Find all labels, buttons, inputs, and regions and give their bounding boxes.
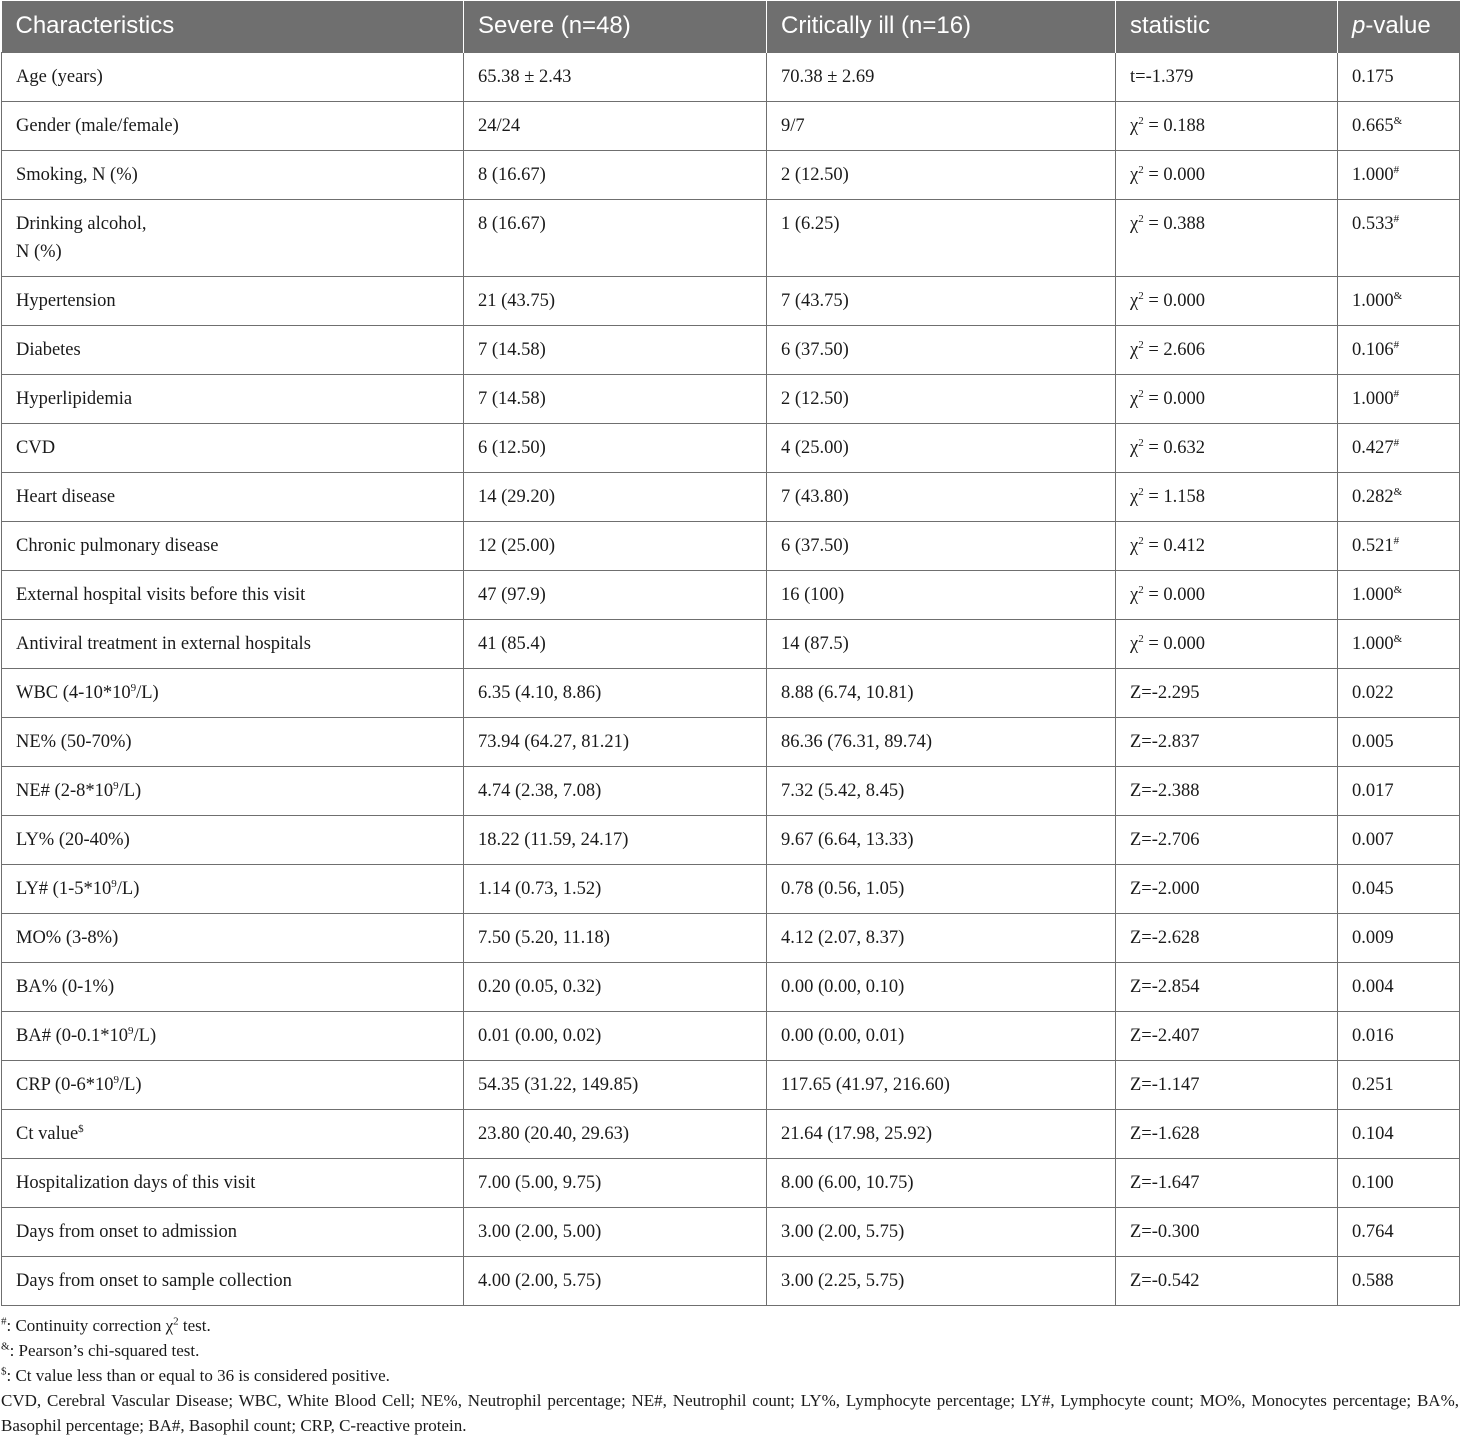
characteristic-label: Chronic pulmonary disease: [16, 535, 219, 556]
cell-characteristic: [2, 1256, 464, 1305]
cell-statistic: [1116, 962, 1338, 1011]
table-body: [2, 52, 1460, 1305]
characteristic-label: CVD: [16, 437, 56, 458]
cell-statistic: [1116, 864, 1338, 913]
footnote-text: : Pearson’s chi-squared test.: [9, 1340, 200, 1360]
characteristic-label: LY# (1-5*10: [16, 878, 112, 899]
statistic-value: Z=-2.854: [1130, 976, 1200, 997]
characteristic-label-tail: /L): [116, 878, 140, 899]
p-value: 0.007: [1352, 829, 1394, 850]
cell-characteristic: [2, 1011, 464, 1060]
characteristic-label: Days from onset to sample collection: [16, 1270, 292, 1291]
header-characteristics: Characteristics: [2, 1, 464, 52]
p-value: 1.000: [1352, 388, 1394, 409]
cell-critically-ill: 70.38 ± 2.69: [767, 52, 1116, 101]
p-value-sup: #: [1393, 163, 1400, 176]
cell-characteristic: [2, 766, 464, 815]
cell-p-value: [1338, 815, 1460, 864]
cell-characteristic: [2, 717, 464, 766]
cell-critically-ill: 7 (43.75): [767, 276, 1116, 325]
statistic-symbol: χ: [1130, 115, 1139, 136]
statistic-value: = 0.000: [1143, 164, 1206, 185]
table-container: [1, 1, 1459, 1438]
cell-severe: 0.20 (0.05, 0.32): [464, 962, 767, 1011]
table-row: [2, 619, 1460, 668]
statistic-value: Z=-0.542: [1130, 1270, 1200, 1291]
cell-characteristic: [2, 521, 464, 570]
statistic-value: = 0.000: [1143, 584, 1206, 605]
statistic-value: Z=-2.407: [1130, 1025, 1200, 1046]
cell-p-value: [1338, 619, 1460, 668]
characteristic-label: Drinking alcohol, N (%): [16, 213, 147, 262]
statistic-value: Z=-2.628: [1130, 927, 1200, 948]
cell-critically-ill: 7.32 (5.42, 8.45): [767, 766, 1116, 815]
footnote-list: [1, 1313, 1459, 1388]
cell-p-value: [1338, 1158, 1460, 1207]
footnote-mark: $: [1, 1364, 7, 1377]
characteristic-label: NE% (50-70%): [16, 731, 132, 752]
cell-p-value: [1338, 52, 1460, 101]
cell-characteristic: [2, 472, 464, 521]
p-value: 1.000: [1352, 633, 1394, 654]
statistic-symbol: χ: [1130, 339, 1139, 360]
cell-critically-ill: 8.88 (6.74, 10.81): [767, 668, 1116, 717]
cell-statistic: [1116, 1256, 1338, 1305]
characteristic-label: Hospitalization days of this visit: [16, 1172, 256, 1193]
cell-critically-ill: 8.00 (6.00, 10.75): [767, 1158, 1116, 1207]
statistic-symbol: χ: [1130, 535, 1139, 556]
table-row: [2, 1109, 1460, 1158]
p-value: 1.000: [1352, 290, 1394, 311]
p-value: 0.005: [1352, 731, 1394, 752]
statistic-symbol: χ: [1130, 388, 1139, 409]
cell-statistic: [1116, 101, 1338, 150]
characteristic-label: LY% (20-40%): [16, 829, 130, 850]
p-value: 0.427: [1352, 437, 1394, 458]
cell-characteristic: [2, 276, 464, 325]
characteristic-label: BA# (0-0.1*10: [16, 1025, 129, 1046]
table-row: [2, 472, 1460, 521]
cell-statistic: [1116, 570, 1338, 619]
cell-statistic: [1116, 619, 1338, 668]
cell-statistic: [1116, 325, 1338, 374]
header-p-value: [1338, 1, 1460, 52]
cell-severe: 21 (43.75): [464, 276, 767, 325]
footnote: [1, 1338, 1459, 1363]
cell-severe: 54.35 (31.22, 149.85): [464, 1060, 767, 1109]
cell-statistic: [1116, 199, 1338, 276]
table-row: [2, 1256, 1460, 1305]
cell-p-value: [1338, 1256, 1460, 1305]
cell-critically-ill: 6 (37.50): [767, 521, 1116, 570]
cell-severe: 65.38 ± 2.43: [464, 52, 767, 101]
cell-severe: 6 (12.50): [464, 423, 767, 472]
header-critically-ill: Critically ill (n=16): [767, 1, 1116, 52]
characteristic-sup: 9: [128, 1024, 134, 1037]
statistic-value: Z=-1.647: [1130, 1172, 1200, 1193]
cell-critically-ill: 0.00 (0.00, 0.10): [767, 962, 1116, 1011]
cell-characteristic: [2, 423, 464, 472]
cell-critically-ill: 7 (43.80): [767, 472, 1116, 521]
cell-statistic: [1116, 276, 1338, 325]
table-row: [2, 1011, 1460, 1060]
table-row: [2, 668, 1460, 717]
statistic-symbol: χ: [1130, 290, 1139, 311]
cell-severe: 12 (25.00): [464, 521, 767, 570]
p-value-sup: &: [1393, 485, 1403, 498]
cell-characteristic: [2, 1109, 464, 1158]
cell-statistic: [1116, 668, 1338, 717]
cell-statistic: [1116, 1060, 1338, 1109]
p-value: 0.016: [1352, 1025, 1394, 1046]
footnote-text: : Continuity correction χ: [6, 1315, 174, 1335]
statistic-sup: 2: [1138, 387, 1144, 400]
characteristic-label: Ct value: [16, 1123, 79, 1144]
characteristic-sup: 9: [130, 681, 137, 694]
cell-statistic: [1116, 52, 1338, 101]
p-value-sup: &: [1393, 289, 1403, 302]
cell-p-value: [1338, 668, 1460, 717]
cell-characteristic: [2, 1060, 464, 1109]
statistic-value: = 0.632: [1143, 437, 1206, 458]
footnotes: [1, 1313, 1459, 1438]
statistic-value: = 0.000: [1143, 633, 1206, 654]
cell-characteristic: [2, 962, 464, 1011]
cell-statistic: [1116, 1158, 1338, 1207]
p-value: 0.104: [1352, 1123, 1394, 1144]
p-value-sup: #: [1393, 436, 1400, 449]
cell-severe: 7.00 (5.00, 9.75): [464, 1158, 767, 1207]
statistic-sup: 2: [1138, 163, 1144, 176]
statistic-value: = 0.412: [1143, 535, 1206, 556]
header-row: [2, 1, 1460, 52]
table-row: [2, 864, 1460, 913]
cell-severe: 4.00 (2.00, 5.75): [464, 1256, 767, 1305]
cell-severe: 7 (14.58): [464, 325, 767, 374]
table-row: [2, 521, 1460, 570]
statistic-value: Z=-2.388: [1130, 780, 1200, 801]
characteristic-label: Diabetes: [16, 339, 81, 360]
cell-critically-ill: 3.00 (2.00, 5.75): [767, 1207, 1116, 1256]
cell-statistic: [1116, 1011, 1338, 1060]
cell-characteristic: [2, 325, 464, 374]
cell-severe: 24/24: [464, 101, 767, 150]
cell-critically-ill: 117.65 (41.97, 216.60): [767, 1060, 1116, 1109]
table-row: [2, 962, 1460, 1011]
p-value-sup: &: [1393, 632, 1403, 645]
cell-statistic: [1116, 913, 1338, 962]
table-row: [2, 150, 1460, 199]
table-row: [2, 913, 1460, 962]
cell-characteristic: [2, 101, 464, 150]
statistic-symbol: χ: [1130, 164, 1139, 185]
cell-p-value: [1338, 1207, 1460, 1256]
cell-p-value: [1338, 864, 1460, 913]
cell-severe: 3.00 (2.00, 5.00): [464, 1207, 767, 1256]
cell-severe: 73.94 (64.27, 81.21): [464, 717, 767, 766]
cell-statistic: [1116, 150, 1338, 199]
p-value: 0.100: [1352, 1172, 1394, 1193]
p-value: 1.000: [1352, 584, 1394, 605]
table-row: [2, 815, 1460, 864]
characteristic-label: Heart disease: [16, 486, 116, 507]
p-value-sup: #: [1393, 212, 1400, 225]
footnote-mark: &: [1, 1339, 10, 1352]
characteristic-label-tail: /L): [118, 1074, 142, 1095]
statistic-sup: 2: [1138, 289, 1144, 302]
cell-critically-ill: 16 (100): [767, 570, 1116, 619]
cell-statistic: [1116, 1207, 1338, 1256]
statistic-value: Z=-2.706: [1130, 829, 1200, 850]
statistic-sup: 2: [1138, 338, 1144, 351]
characteristic-label: Gender (male/female): [16, 115, 179, 136]
characteristic-label: Hyperlipidemia: [16, 388, 133, 409]
cell-severe: 8 (16.67): [464, 150, 767, 199]
p-value: 0.665: [1352, 115, 1394, 136]
statistic-sup: 2: [1138, 583, 1144, 596]
cell-p-value: [1338, 1060, 1460, 1109]
cell-critically-ill: 6 (37.50): [767, 325, 1116, 374]
footnote: [1, 1313, 1459, 1338]
p-value: 0.017: [1352, 780, 1394, 801]
statistic-sup: 2: [1138, 212, 1144, 225]
p-value-sup: #: [1393, 387, 1400, 400]
statistic-value: = 0.388: [1143, 213, 1206, 234]
statistic-sup: 2: [1138, 632, 1144, 645]
cell-statistic: [1116, 423, 1338, 472]
characteristic-sup: $: [78, 1122, 84, 1135]
cell-critically-ill: 4 (25.00): [767, 423, 1116, 472]
p-value: 0.521: [1352, 535, 1394, 556]
header-severe: Severe (n=48): [464, 1, 767, 52]
cell-severe: 1.14 (0.73, 1.52): [464, 864, 767, 913]
cell-p-value: [1338, 913, 1460, 962]
characteristic-label: MO% (3-8%): [16, 927, 119, 948]
p-value: 0.004: [1352, 976, 1394, 997]
cell-critically-ill: 0.78 (0.56, 1.05): [767, 864, 1116, 913]
cell-statistic: [1116, 521, 1338, 570]
cell-p-value: [1338, 423, 1460, 472]
cell-severe: 0.01 (0.00, 0.02): [464, 1011, 767, 1060]
statistic-sup: 2: [1138, 485, 1144, 498]
cell-p-value: [1338, 150, 1460, 199]
statistic-sup: 2: [1138, 436, 1144, 449]
cell-characteristic: [2, 52, 464, 101]
cell-statistic: [1116, 374, 1338, 423]
table-row: [2, 276, 1460, 325]
table-row: [2, 325, 1460, 374]
characteristic-label-tail: /L): [118, 780, 142, 801]
header-statistic: statistic: [1116, 1, 1338, 52]
statistic-symbol: χ: [1130, 633, 1139, 654]
characteristic-sup: 9: [113, 1073, 119, 1086]
statistic-symbol: χ: [1130, 437, 1139, 458]
footnote-sup: 2: [173, 1314, 179, 1327]
characteristic-label: Antiviral treatment in external hospitals: [16, 633, 311, 654]
cell-characteristic: [2, 1207, 464, 1256]
statistic-value: t=-1.379: [1130, 66, 1194, 87]
table-row: [2, 1158, 1460, 1207]
cell-characteristic: [2, 815, 464, 864]
cell-critically-ill: 0.00 (0.00, 0.01): [767, 1011, 1116, 1060]
cell-critically-ill: 21.64 (17.98, 25.92): [767, 1109, 1116, 1158]
cell-characteristic: [2, 374, 464, 423]
cell-critically-ill: 86.36 (76.31, 89.74): [767, 717, 1116, 766]
cell-severe: 47 (97.9): [464, 570, 767, 619]
characteristic-label: CRP (0-6*10: [16, 1074, 114, 1095]
table-row: [2, 1207, 1460, 1256]
table-row: [2, 570, 1460, 619]
characteristic-sup: 9: [113, 779, 119, 792]
p-value: 0.588: [1352, 1270, 1394, 1291]
cell-characteristic: [2, 864, 464, 913]
characteristic-sup: 9: [111, 877, 117, 890]
statistic-value: = 1.158: [1143, 486, 1206, 507]
statistic-value: = 0.000: [1143, 290, 1206, 311]
characteristic-label: Smoking, N (%): [16, 164, 138, 185]
cell-p-value: [1338, 766, 1460, 815]
p-value-sup: &: [1393, 583, 1403, 596]
cell-critically-ill: 2 (12.50): [767, 150, 1116, 199]
cell-p-value: [1338, 276, 1460, 325]
header-p-italic: p: [1352, 12, 1366, 40]
cell-p-value: [1338, 199, 1460, 276]
statistic-value: = 0.000: [1143, 388, 1206, 409]
p-value: 1.000: [1352, 164, 1394, 185]
cell-severe: 8 (16.67): [464, 199, 767, 276]
statistic-symbol: χ: [1130, 486, 1139, 507]
cell-characteristic: [2, 150, 464, 199]
characteristic-label: Age (years): [16, 66, 103, 87]
characteristic-label-tail: /L): [136, 682, 159, 703]
table-row: [2, 717, 1460, 766]
p-value: 0.009: [1352, 927, 1394, 948]
cell-characteristic: [2, 668, 464, 717]
p-value: 0.533: [1352, 213, 1394, 234]
footnote: [1, 1363, 1459, 1388]
statistic-value: Z=-2.295: [1130, 682, 1200, 703]
p-value: 0.764: [1352, 1221, 1394, 1242]
p-value: 0.175: [1352, 66, 1394, 87]
cell-characteristic: [2, 199, 464, 276]
table-row: [2, 1060, 1460, 1109]
cell-critically-ill: 4.12 (2.07, 8.37): [767, 913, 1116, 962]
table-row: [2, 101, 1460, 150]
characteristic-label: BA% (0-1%): [16, 976, 115, 997]
cell-severe: 4.74 (2.38, 7.08): [464, 766, 767, 815]
cell-critically-ill: 14 (87.5): [767, 619, 1116, 668]
p-value: 0.022: [1352, 682, 1394, 703]
table-row: [2, 374, 1460, 423]
cell-p-value: [1338, 717, 1460, 766]
cell-statistic: [1116, 766, 1338, 815]
characteristic-label: Days from onset to admission: [16, 1221, 237, 1242]
cell-statistic: [1116, 717, 1338, 766]
cell-critically-ill: 3.00 (2.25, 5.75): [767, 1256, 1116, 1305]
characteristic-label: WBC (4-10*10: [16, 682, 131, 703]
statistic-value: = 2.606: [1143, 339, 1206, 360]
statistic-symbol: χ: [1130, 584, 1139, 605]
statistic-value: Z=-1.628: [1130, 1123, 1200, 1144]
statistic-value: Z=-1.147: [1130, 1074, 1200, 1095]
cell-severe: 41 (85.4): [464, 619, 767, 668]
cell-statistic: [1116, 1109, 1338, 1158]
footnote-text: : Ct value less than or equal to 36 is considered positive.: [6, 1365, 390, 1385]
cell-p-value: [1338, 962, 1460, 1011]
cell-severe: 6.35 (4.10, 8.86): [464, 668, 767, 717]
statistic-value: Z=-2.000: [1130, 878, 1200, 899]
cell-p-value: [1338, 1109, 1460, 1158]
cell-critically-ill: 2 (12.50): [767, 374, 1116, 423]
statistic-value: Z=-2.837: [1130, 731, 1200, 752]
cell-p-value: [1338, 101, 1460, 150]
cell-p-value: [1338, 374, 1460, 423]
p-value: 0.282: [1352, 486, 1394, 507]
cell-characteristic: [2, 1158, 464, 1207]
statistic-sup: 2: [1138, 114, 1144, 127]
table-row: [2, 52, 1460, 101]
header-p-rest: -value: [1365, 12, 1431, 40]
cell-p-value: [1338, 472, 1460, 521]
p-value: 0.106: [1352, 339, 1394, 360]
characteristic-label-tail: /L): [133, 1025, 157, 1046]
table-row: [2, 766, 1460, 815]
cell-characteristic: [2, 913, 464, 962]
characteristic-label: Hypertension: [16, 290, 116, 311]
characteristic-label: External hospital visits before this visit: [16, 584, 306, 605]
cell-p-value: [1338, 570, 1460, 619]
p-value: 0.045: [1352, 878, 1394, 899]
p-value-sup: &: [1393, 114, 1403, 127]
characteristic-label: NE# (2-8*10: [16, 780, 114, 801]
footnote-mark: #: [1, 1314, 7, 1327]
cell-p-value: [1338, 521, 1460, 570]
cell-characteristic: [2, 619, 464, 668]
p-value-sup: #: [1393, 338, 1400, 351]
cell-critically-ill: 9.67 (6.64, 13.33): [767, 815, 1116, 864]
cell-p-value: [1338, 325, 1460, 374]
table-row: [2, 423, 1460, 472]
cell-severe: 18.22 (11.59, 24.17): [464, 815, 767, 864]
cell-statistic: [1116, 472, 1338, 521]
statistic-sup: 2: [1138, 534, 1144, 547]
cell-critically-ill: 1 (6.25): [767, 199, 1116, 276]
cell-statistic: [1116, 815, 1338, 864]
cell-severe: 7.50 (5.20, 11.18): [464, 913, 767, 962]
footnote-text-tail: test.: [178, 1315, 211, 1335]
characteristics-table: [1, 1, 1460, 1306]
cell-p-value: [1338, 1011, 1460, 1060]
cell-severe: 23.80 (20.40, 29.63): [464, 1109, 767, 1158]
abbreviations-note: CVD, Cerebral Vascular Disease; WBC, White Blood Cell; NE%, Neutrophil percentage; NE#, Neutrophil count; LY%, Lymphocyte percentage; LY#, Lymphocyte count; MO%, Monocytes percentage; BA%, Basophil percentage; BA#, Basophil count; CRP, C-reactive protein.: [1, 1390, 1459, 1435]
cell-severe: 14 (29.20): [464, 472, 767, 521]
cell-severe: 7 (14.58): [464, 374, 767, 423]
cell-critically-ill: 9/7: [767, 101, 1116, 150]
statistic-value: = 0.188: [1143, 115, 1206, 136]
table-row: [2, 199, 1460, 276]
p-value-sup: #: [1393, 534, 1400, 547]
statistic-value: Z=-0.300: [1130, 1221, 1200, 1242]
cell-characteristic: [2, 570, 464, 619]
statistic-symbol: χ: [1130, 213, 1139, 234]
p-value: 0.251: [1352, 1074, 1394, 1095]
